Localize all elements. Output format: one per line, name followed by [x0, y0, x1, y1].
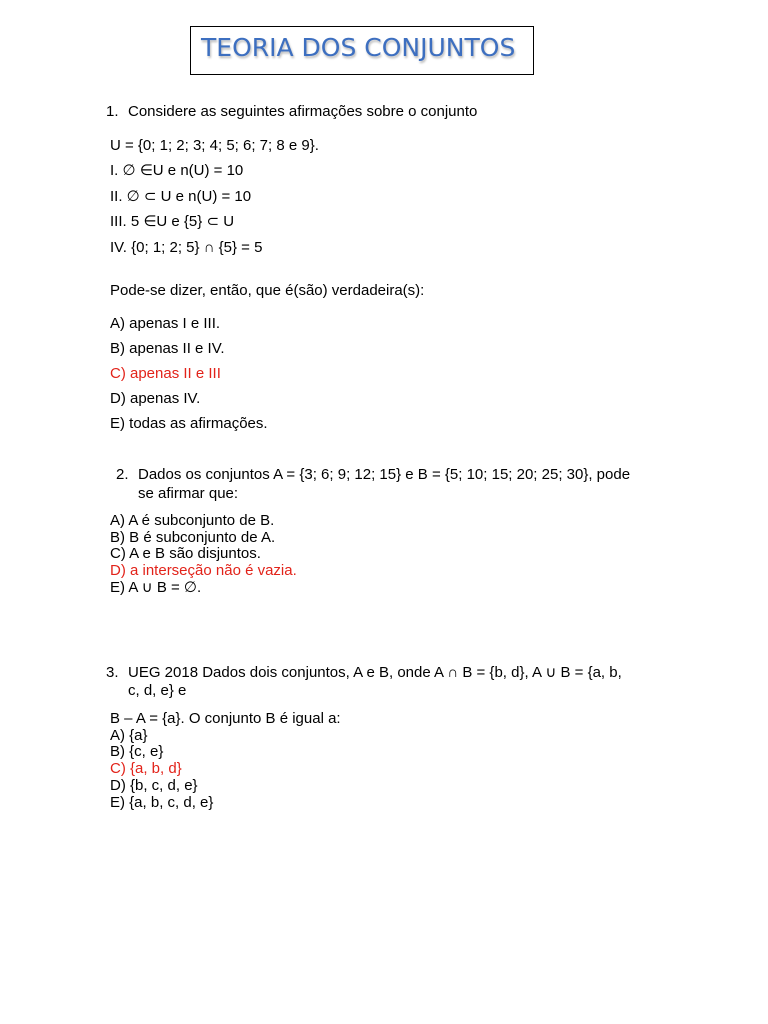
q3-option-b: B) {c, e} — [110, 743, 164, 760]
title-box — [190, 26, 534, 75]
q3-prompt-line1: UEG 2018 Dados dois conjuntos, A e B, onde A ∩ B = {b, d}, A ∪ B = {a, b, — [128, 664, 622, 681]
q1-prompt: Considere as seguintes afirmações sobre o conjunto — [128, 103, 478, 120]
q1-number: 1. — [106, 103, 119, 120]
q3-option-a: A) {a} — [110, 727, 148, 744]
q2-option-b: B) B é subconjunto de A. — [110, 529, 276, 546]
q3-option-d: D) {b, c, d, e} — [110, 777, 198, 794]
q2-option-e: E) A ∪ B = ∅. — [110, 579, 202, 596]
q1-option-c-answer: C) apenas II e III — [110, 365, 221, 382]
q1-set-u: U = {0; 1; 2; 3; 4; 5; 6; 7; 8 e 9}. — [110, 137, 319, 154]
q2-option-a: A) A é subconjunto de B. — [110, 512, 275, 529]
page-title: TEORIA DOS CONJUNTOS — [201, 33, 516, 62]
q1-option-a: A) apenas I e III. — [110, 315, 221, 332]
q1-statement-2: II. ∅ ⊂ U e n(U) = 10 — [110, 188, 252, 205]
q3-prompt-line3: B – A = {a}. O conjunto B é igual a: — [110, 710, 341, 727]
q3-option-c-answer: C) {a, b, d} — [110, 760, 182, 777]
q3-option-e: E) {a, b, c, d, e} — [110, 794, 214, 811]
q1-statement-3: III. 5 ∈U e {5} ⊂ U — [110, 213, 235, 230]
q3-number: 3. — [106, 664, 119, 681]
q2-option-c: C) A e B são disjuntos. — [110, 545, 261, 562]
q2-prompt-line1: Dados os conjuntos A = {3; 6; 9; 12; 15} e B = {5; 10; 15; 20; 25; 30}, pode — [138, 466, 631, 483]
q1-option-b: B) apenas II e IV. — [110, 340, 225, 357]
q1-option-e: E) todas as afirmações. — [110, 415, 268, 432]
q2-option-d-answer: D) a interseção não é vazia. — [110, 562, 297, 579]
q1-statement-4: IV. {0; 1; 2; 5} ∩ {5} = 5 — [110, 239, 263, 256]
q2-number: 2. — [116, 466, 129, 483]
q3-prompt-line2: c, d, e} e — [128, 682, 187, 699]
q1-statement-1: I. ∅ ∈U e n(U) = 10 — [110, 162, 244, 179]
q1-option-d: D) apenas IV. — [110, 390, 201, 407]
q1-question: Pode-se dizer, então, que é(são) verdadeira(s): — [110, 282, 425, 299]
q2-prompt-line2: se afirmar que: — [138, 485, 239, 502]
